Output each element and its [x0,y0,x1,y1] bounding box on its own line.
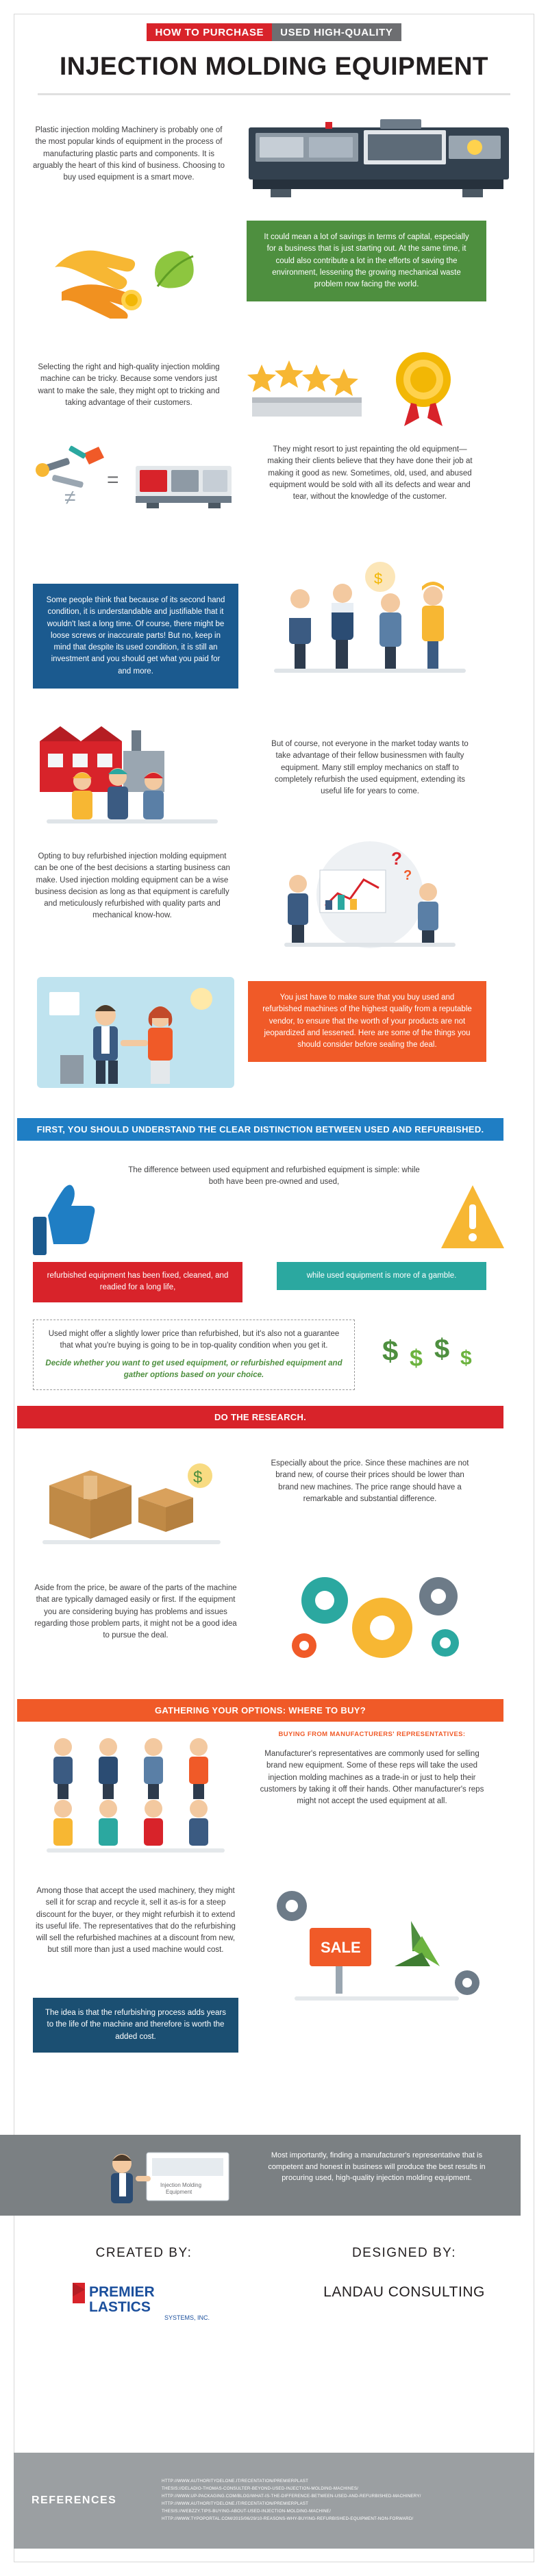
svg-text:$: $ [460,1347,472,1370]
references-list [162,2478,516,2523]
svg-text:$: $ [374,570,383,587]
recycle-sale-illustration [267,1879,486,2012]
banner-distinction: FIRST, YOU SHOULD UNDERSTAND THE CLEAR DISTINCTION BETWEEN USED AND REFURBISHED. [17,1118,503,1141]
references-title: REFERENCES [32,2494,117,2506]
svg-text:$: $ [382,1335,399,1367]
ratings-badge-illustration [247,340,486,429]
repainting-text: They might resort to just repainting the old equipment—making their clients believe that they have done their job at making it good as new. Sometimes, old, used, and abused equipment would be sold with all its defects and wear and tear, without the knowledge of the customer. [267,445,473,501]
dollar-signs-illustration [378,1322,488,1384]
header-divider [38,93,510,95]
not-everyone-text: But of course, not everyone in the market today wants to take advantage of their fellow businessmen with faulty equipment. Many still employ mechanics on staff to completely refurbish the used equipment, extending its useful life for years to come. [271,740,469,795]
subheading-manufacturers-reps: BUYING FROM MANUFACTURERS' REPRESENTATIVES: [278,1731,466,1738]
banner-gathering-options: GATHERING YOUR OPTIONS: WHERE TO BUY? [17,1699,503,1722]
people-group-illustration [33,1726,238,1857]
svg-text:SYSTEMS, INC.: SYSTEMS, INC. [164,2314,210,2321]
svg-text:$: $ [434,1334,450,1364]
price-difference-text: Especially about the price. Since these machines are not brand new, of course their prices should be lower than brand new machines. The price range should have a remarkable and substantial difference. [271,1459,469,1503]
manufacturers-reps-text: Manufacturer's representatives are commonly used for selling brand new equipment. Some of these reps will take the used injection molding machines as a trade-in or just to help their customers by taking it off their hands. Other manufacturer's reps might not accept the used equipment at all. [260,1750,484,1805]
svg-text:?: ? [403,868,412,883]
reference-item[interactable]: THESIS://DELADIO-THOMAS-CONSULTER-BEYOND-USED-INJECTION-MOLDING-MACHINES/ [162,2486,359,2492]
reference-item[interactable]: HTTP://WWW.AUTHORITYDELONE.IT/RECENTATION/PREMIERPLAST [162,2479,309,2484]
used-note-text: Used might offer a slightly lower price than refurbished, but it's also not a guarantee that what you're buying is going to be in top-quality condition when you get it. [48,1330,340,1350]
gears-illustration [266,1562,485,1672]
svg-text:PREMIER: PREMIER [89,2284,155,2300]
warning-triangle-icon [438,1180,507,1256]
reference-item[interactable]: HTTP://WWW.UP-PACKAGING.COM/BLOG/WHAT-IS-THE-DIFFERENCE-BETWEEN-USED-AND-REFURBISHED-MACHINERY/ [162,2494,421,2499]
reference-item[interactable]: HTTP://WWW.AUTHORITYDELONE.IT/RECENTATION/PREMIERPLAST [162,2501,309,2506]
used-note-emphasis: Decide whether you want to get used equipment, or refurbished equipment and gather options based on your choice. [45,1359,342,1379]
credits-section [14,2246,534,2329]
reference-item[interactable]: THESIS://WEBZZY.TIPS-BUYING-ABOUT-USED-INJECTION-MOLDING-MACHINE/ [162,2508,331,2514]
thumbs-up-icon [27,1181,96,1256]
kicker-used-high-quality: USED HIGH-QUALITY [272,23,401,41]
kicker-how-to-purchase: HOW TO PURCHASE [147,23,272,41]
refurbished-definition-callout: refurbished equipment has been fixed, cleaned, and readied for a long life, [33,1262,242,1302]
factory-workers-illustration [33,710,238,833]
presentation-illustration [257,834,483,951]
savings-hands-illustration [41,226,212,319]
references-band [14,2453,534,2549]
used-vs-refurbished-note [33,1320,355,1390]
designed-by-label: DESIGNED BY: [351,2246,457,2260]
reputable-vendor-callout: You just have to make sure that you buy used and refurbished machines of the highest quality from a reputable vendor, to ensure that the worth of your products are not jeopardized and lessened. Here are some of the things you should consider before sealing the deal. [248,981,486,1062]
header [14,0,534,95]
refurbishing-value-callout: The idea is that the refurbishing process adds years to the life of the machine and therefore is worth the added cost. [33,1998,238,2053]
used-definition-callout: while used equipment is more of a gamble. [277,1262,486,1290]
poster-presenter-illustration [89,2144,247,2207]
savings-callout: It could mean a lot of savings in terms of capital, especially for a business that is just starting out. At the same time, it could also contribute a lot in the efforts of saving the environment, lessening the growing mechanical waste problem now facing the world. [247,221,486,301]
svg-text:LASTICS: LASTICS [89,2299,151,2315]
banner-do-the-research: DO THE RESEARCH. [17,1406,503,1428]
poster-label-text: Injection Molding [160,2182,202,2188]
injection-molding-machine-illustration [243,115,514,204]
created-by-label: CREATED BY: [95,2246,192,2260]
repaint-tools-illustration [33,438,238,521]
svg-text:?: ? [391,848,402,869]
svg-text:≠: ≠ [64,486,76,509]
reference-item[interactable]: HTTP://WWW.TYPOPORTAL.COM/2015/06/29/10-REASONS-WHY-BUYING-REFURBISHED-EQUIPMENT-NON-FORWARD/ [162,2516,414,2521]
created-by-block [14,2246,274,2329]
shipping-boxes-illustration [36,1443,234,1549]
landau-consulting-logo: LANDAU CONSULTING [323,2284,485,2300]
among-those-text: Among those that accept the used machinery, they might sell it for scrap and recycle it, sell it as-is for a steep discount for the buyer, or they might refurbish it to extend its useful life. The representatives that do the refurbishing will sell the refurbished machines at a discount from new, but still more than just a used machine would cost. [36,1887,236,1955]
businessmen-illustration [260,555,480,685]
svg-text:Equipment: Equipment [166,2189,192,2195]
aside-price-text: Aside from the price, be aware of the parts of the machine that are typically damaged easily or first. If the equipment you are considering buying has problems and issues regarding those problem parts, it might not be a good idea to pursue the deal. [34,1584,237,1639]
secondhand-callout: Some people think that because of its second hand condition, it is understandable and justifiable that it wouldn't last a long time. Of course, there might be loose screws or inaccurate parts! But no, keep in mind that despite its used condition, it is still an investment and you should get what you paid for and more. [33,584,238,689]
tricky-text: Selecting the right and high-quality injection molding machine can be tricky. Because some vendors just want to make the sale, they might opt to tricking and taking advantage of their customers. [38,363,220,407]
header-kickers [147,23,401,41]
page-title: INJECTION MOLDING EQUIPMENT [59,52,489,80]
svg-text:=: = [107,469,119,491]
intro-text: Plastic injection molding Machinery is probably one of the most popular kinds of equipment in the process of manufacturing plastic parts and components. It is arguably the heart of this kind of business. Choosing to buy used equipment is a smart move. [33,126,225,182]
svg-text:SALE: SALE [321,1939,361,1956]
opting-text: Opting to buy refurbished injection molding equipment can be one of the best decisions a starting business can make. Used injection molding equipment can be a wise business decision as long as that equipment is carefully and meticulously refurbished with quality parts and mechanical know-how. [34,852,230,920]
difference-text: The difference between used equipment and refurbished equipment is simple: while both have been pre-owned and used, [128,1166,420,1187]
premier-plastics-logo [14,2277,274,2329]
closing-text: Most importantly, finding a manufacturer's representative that is competent and honest in business will produce the best results in procuring used, high-quality injection molding equipment. [268,2151,486,2182]
designed-by-block [274,2246,534,2329]
handshake-couple-illustration [33,973,238,1093]
svg-text:$: $ [410,1346,423,1372]
svg-text:$: $ [193,1468,203,1487]
